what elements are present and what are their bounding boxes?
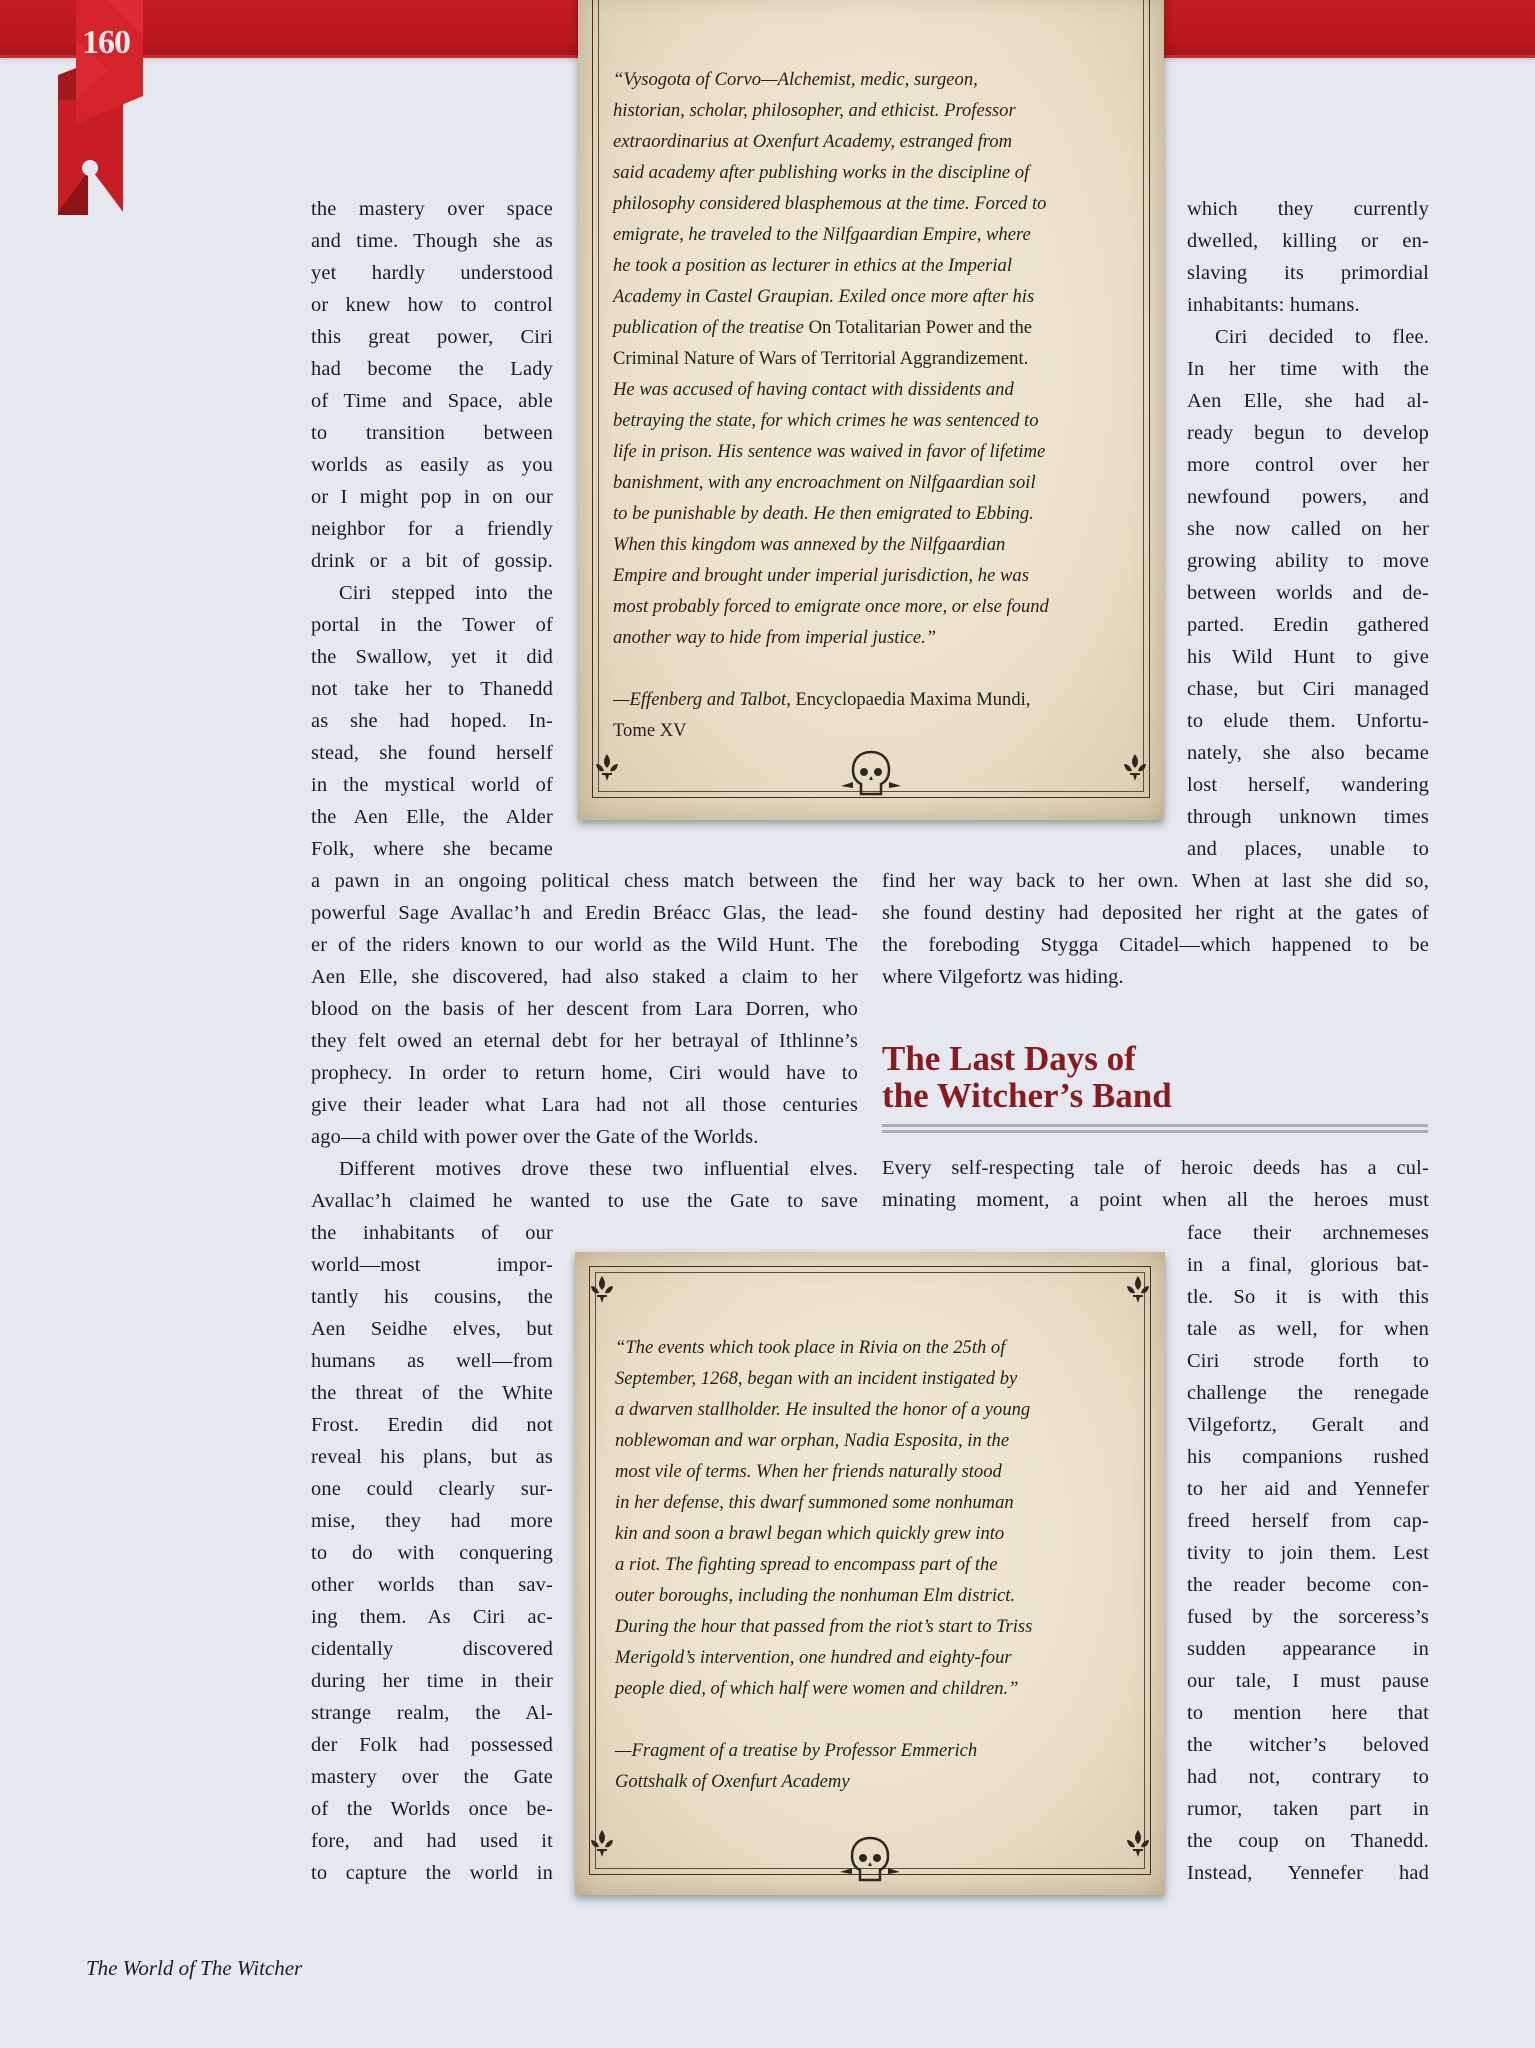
quote-attribution bbox=[613, 684, 1143, 715]
text-line: during her time in their bbox=[311, 1670, 553, 1692]
quote-line: When this kingdom was annexed by the Nilfgaardian bbox=[613, 534, 1006, 555]
text-line: our tale, I must pause bbox=[1187, 1670, 1429, 1692]
quote-line: Empire and brought under imperial jurisdiction, he was bbox=[613, 565, 1029, 586]
text-line: had become the Lady bbox=[311, 358, 553, 380]
section-heading bbox=[882, 1040, 1428, 1114]
quote-line: a dwarven stallholder. He insulted the honor of a young bbox=[615, 1399, 1031, 1420]
text-line: strange realm, the Al- bbox=[311, 1702, 553, 1724]
text-line: other worlds than sav- bbox=[311, 1574, 553, 1596]
quote-line: a riot. The fighting spread to encompass part of the bbox=[615, 1554, 998, 1575]
text-line: In her time with the bbox=[1187, 358, 1429, 380]
skull-icon bbox=[839, 746, 903, 804]
text-line: Different motives drove these two influential elves. bbox=[339, 1158, 858, 1180]
text-line: powerful Sage Avallac’h and Eredin Bréacc Glas, the lead- bbox=[311, 902, 858, 924]
text-line: chase, but Ciri managed bbox=[1187, 678, 1429, 700]
fleur-de-lis-icon bbox=[585, 1826, 619, 1860]
quote-text bbox=[613, 64, 1143, 746]
text-line: world—most impor- bbox=[311, 1254, 553, 1276]
text-line: Vilgefortz, Geralt and bbox=[1187, 1414, 1429, 1436]
text-line: fore, and had used it bbox=[311, 1830, 553, 1852]
right-column-middle bbox=[882, 865, 1429, 993]
quote-line: another way to hide from imperial justice.” bbox=[613, 627, 937, 648]
text-line: nately, she also became bbox=[1187, 742, 1429, 764]
text-line: blood on the basis of her descent from Lara Dorren, who bbox=[311, 998, 858, 1020]
text-line: Frost. Eredin did not bbox=[311, 1414, 553, 1436]
text-line: newfound powers, and bbox=[1187, 486, 1429, 508]
quote-line: betraying the state, for which crimes he was sentenced to bbox=[613, 410, 1039, 431]
text-line: in the mystical world of bbox=[311, 774, 553, 796]
quote-line: he took a position as lecturer in ethics at the Imperial bbox=[613, 255, 1013, 276]
quote-fragment: publication of the treatise bbox=[613, 317, 809, 338]
text-line: Ciri stepped into the bbox=[339, 582, 553, 604]
text-line: Aen Seidhe elves, but bbox=[311, 1318, 553, 1340]
quote-line: September, 1268, began with an incident instigated by bbox=[615, 1368, 1018, 1389]
text-line: Ciri decided to flee. bbox=[1215, 326, 1429, 348]
text-line: as she had hoped. In- bbox=[311, 710, 553, 732]
spacer bbox=[615, 1704, 1145, 1735]
text-line: minating moment, a point when all the heroes must bbox=[882, 1189, 1429, 1211]
text-line: Folk, where she became bbox=[311, 838, 553, 860]
text-line: and time. Though she as bbox=[311, 230, 553, 252]
text-line: the coup on Thanedd. bbox=[1187, 1830, 1429, 1852]
text-line: or knew how to control bbox=[311, 294, 553, 316]
text-line: his companions rushed bbox=[1187, 1446, 1429, 1468]
text-line: ing them. As Ciri ac- bbox=[311, 1606, 553, 1628]
text-line: the Swallow, yet it did bbox=[311, 646, 553, 668]
text-line: Aen Elle, she had al- bbox=[1187, 390, 1429, 412]
text-line: to do with conquering bbox=[311, 1542, 553, 1564]
text-line: to elude them. Unfortu- bbox=[1187, 710, 1429, 732]
text-line: der Folk had possessed bbox=[311, 1734, 553, 1756]
text-line: Instead, Yennefer had bbox=[1187, 1862, 1429, 1884]
quote-attribution: Gottshalk of Oxenfurt Academy bbox=[615, 1771, 850, 1792]
quote-line: said academy after publishing works in the discipline of bbox=[613, 162, 1030, 183]
text-line: or I might pop in on our bbox=[311, 486, 553, 508]
text-line: of Time and Space, able bbox=[311, 390, 553, 412]
heading-divider bbox=[882, 1124, 1428, 1127]
quote-line: extraordinarius at Oxenfurt Academy, estranged from bbox=[613, 131, 1013, 152]
text-line: tivity to join them. Lest bbox=[1187, 1542, 1429, 1564]
text-line: reveal his plans, but as bbox=[311, 1446, 553, 1468]
quote-line: Academy in Castel Graupian. Exiled once more after his bbox=[613, 286, 1035, 307]
text-line: more control over her bbox=[1187, 454, 1429, 476]
right-column-intro bbox=[882, 1152, 1429, 1216]
text-line: portal in the Tower of bbox=[311, 614, 553, 636]
text-line: his Wild Hunt to give bbox=[1187, 646, 1429, 668]
quote-line bbox=[613, 312, 1143, 343]
text-line: the inhabitants of our bbox=[311, 1222, 553, 1244]
section-heading-line: The Last Days of bbox=[882, 1039, 1136, 1078]
skull-icon bbox=[838, 1832, 902, 1890]
text-line: ago—a child with power over the Gate of the Worlds. bbox=[311, 1126, 759, 1148]
text-line: tle. So it is with this bbox=[1187, 1286, 1429, 1308]
quote-line: noblewoman and war orphan, Nadia Esposita, in the bbox=[615, 1430, 1010, 1451]
text-line: to transition between bbox=[311, 422, 553, 444]
text-line: yet hardly understood bbox=[311, 262, 553, 284]
attribution-source: Encyclopaedia Maxima Mundi, bbox=[795, 689, 1031, 710]
quote-line: “Vysogota of Corvo—Alchemist, medic, surgeon, bbox=[613, 69, 978, 90]
text-line: had not, contrary to bbox=[1187, 1766, 1429, 1788]
quote-box-vysogota bbox=[578, 0, 1164, 820]
text-line: Aen Elle, she discovered, had also staked a claim to her bbox=[311, 966, 858, 988]
treatise-title: On Totalitarian Power and the bbox=[808, 317, 1033, 338]
quote-line: most vile of terms. When her friends naturally stood bbox=[615, 1461, 1002, 1482]
section-heading-line: the Witcher’s Band bbox=[882, 1076, 1172, 1115]
running-footer: The World of The Witcher bbox=[86, 1956, 303, 1980]
left-column-top bbox=[311, 193, 553, 865]
text-line: through unknown times bbox=[1187, 806, 1429, 828]
text-line: humans as well—from bbox=[311, 1350, 553, 1372]
text-line: dwelled, killing or en- bbox=[1187, 230, 1429, 252]
text-line: stead, she found herself bbox=[311, 742, 553, 764]
treatise-title: Criminal Nature of Wars of Territorial Aggrandizement. bbox=[613, 348, 1029, 369]
left-column-middle bbox=[311, 865, 858, 1217]
text-line: the threat of the White bbox=[311, 1382, 553, 1404]
text-line: of the Worlds once be- bbox=[311, 1798, 553, 1820]
fleur-de-lis-icon bbox=[1121, 1826, 1155, 1860]
right-column-top bbox=[1187, 193, 1429, 865]
text-line: freed herself from cap- bbox=[1187, 1510, 1429, 1532]
text-line: lost herself, wandering bbox=[1187, 774, 1429, 796]
page-number: 160 bbox=[82, 24, 130, 61]
text-line: mastery over the Gate bbox=[311, 1766, 553, 1788]
quote-line: emigrate, he traveled to the Nilfgaardian Empire, where bbox=[613, 224, 1031, 245]
spacer bbox=[613, 653, 1143, 684]
text-line: face their archnemeses bbox=[1187, 1222, 1429, 1244]
text-line: prophecy. In order to return home, Ciri would have to bbox=[311, 1062, 858, 1084]
quote-attribution: —Fragment of a treatise by Professor Emmerich bbox=[615, 1740, 978, 1761]
text-line: the foreboding Stygga Citadel—which happened to be bbox=[882, 934, 1429, 956]
quote-text bbox=[615, 1332, 1145, 1797]
text-line: the witcher’s beloved bbox=[1187, 1734, 1429, 1756]
quote-line: outer boroughs, including the nonhuman Elm district. bbox=[615, 1585, 1016, 1606]
text-line: not take her to Thanedd bbox=[311, 678, 553, 700]
text-line: mise, they had more bbox=[311, 1510, 553, 1532]
quote-line: “The events which took place in Rivia on the 25th of bbox=[615, 1337, 1006, 1358]
attribution-source: Tome XV bbox=[613, 720, 687, 741]
text-line: inhabitants: humans. bbox=[1187, 294, 1360, 316]
text-line: to capture the world in bbox=[311, 1862, 553, 1884]
quote-line: people died, of which half were women and children.” bbox=[615, 1678, 1019, 1699]
text-line: drink or a bit of gossip. bbox=[311, 550, 553, 572]
text-line: fused by the sorceress’s bbox=[1187, 1606, 1429, 1628]
quote-line: to be punishable by death. He then emigrated to Ebbing. bbox=[613, 503, 1034, 524]
text-line: neighbor for a friendly bbox=[311, 518, 553, 540]
text-line: the reader become con- bbox=[1187, 1574, 1429, 1596]
text-line: the Aen Elle, the Alder bbox=[311, 806, 553, 828]
quote-line: kin and soon a brawl began which quickly grew into bbox=[615, 1523, 1005, 1544]
heading-divider bbox=[882, 1130, 1428, 1133]
quote-line: in her defense, this dwarf summoned some nonhuman bbox=[615, 1492, 1014, 1513]
text-line: slaving its primordial bbox=[1187, 262, 1429, 284]
text-line: find her way back to her own. When at last she did so, bbox=[882, 870, 1429, 892]
quote-line: During the hour that passed from the riot’s start to Triss bbox=[615, 1616, 1033, 1637]
text-line: a pawn in an ongoing political chess match between the bbox=[311, 870, 858, 892]
text-line: and places, unable to bbox=[1187, 838, 1429, 860]
quote-box-rivia bbox=[575, 1252, 1165, 1895]
quote-line: He was accused of having contact with dissidents and bbox=[613, 379, 1014, 400]
text-line: tale as well, for when bbox=[1187, 1318, 1429, 1340]
text-line: Avallac’h claimed he wanted to use the Gate to save bbox=[311, 1190, 858, 1212]
text-line: er of the riders known to our world as the Wild Hunt. The bbox=[311, 934, 858, 956]
text-line: ready begun to develop bbox=[1187, 422, 1429, 444]
text-line: she found destiny had deposited her right at the gates of bbox=[882, 902, 1429, 924]
text-line: they felt owed an eternal debt for her betrayal of Ithlinne’s bbox=[311, 1030, 858, 1052]
quote-line: Merigold’s intervention, one hundred and eighty-four bbox=[615, 1647, 1012, 1668]
text-line: she now called on her bbox=[1187, 518, 1429, 540]
text-line: parted. Eredin gathered bbox=[1187, 614, 1429, 636]
text-line: rumor, taken part in bbox=[1187, 1798, 1429, 1820]
fleur-de-lis-icon bbox=[585, 1272, 619, 1306]
quote-line: most probably forced to emigrate once more, or else found bbox=[613, 596, 1049, 617]
quote-line: philosophy considered blasphemous at the time. Forced to bbox=[613, 193, 1047, 214]
right-column-bottom bbox=[1187, 1217, 1429, 1889]
quote-line: life in prison. His sentence was waived in favor of lifetime bbox=[613, 441, 1046, 462]
quote-line: historian, scholar, philosopher, and ethicist. Professor bbox=[613, 100, 1016, 121]
text-line: Ciri strode forth to bbox=[1187, 1350, 1429, 1372]
text-line: where Vilgefortz was hiding. bbox=[882, 966, 1124, 988]
text-line: the mastery over space bbox=[311, 198, 553, 220]
text-line: in a final, glorious bat- bbox=[1187, 1254, 1429, 1276]
text-line: to mention here that bbox=[1187, 1702, 1429, 1724]
fleur-de-lis-icon bbox=[1118, 750, 1152, 784]
text-line: growing ability to move bbox=[1187, 550, 1429, 572]
fleur-de-lis-icon bbox=[590, 750, 624, 784]
text-line: which they currently bbox=[1187, 198, 1429, 220]
fleur-de-lis-icon bbox=[1121, 1272, 1155, 1306]
quote-line: banishment, with any encroachment on Nilfgaardian soil bbox=[613, 472, 1036, 493]
text-line: sudden appearance in bbox=[1187, 1638, 1429, 1660]
text-line: between worlds and de- bbox=[1187, 582, 1429, 604]
text-line: tantly his cousins, the bbox=[311, 1286, 553, 1308]
left-column-bottom bbox=[311, 1217, 553, 1889]
text-line: cidentally discovered bbox=[311, 1638, 553, 1660]
attribution-authors: —Effenberg and Talbot, bbox=[613, 689, 796, 710]
text-line: challenge the renegade bbox=[1187, 1382, 1429, 1404]
text-line: Every self-respecting tale of heroic deeds has a cul- bbox=[882, 1157, 1429, 1179]
text-line: to her aid and Yennefer bbox=[1187, 1478, 1429, 1500]
text-line: one could clearly sur- bbox=[311, 1478, 553, 1500]
text-line: give their leader what Lara had not all those centuries bbox=[311, 1094, 858, 1116]
text-line: worlds as easily as you bbox=[311, 454, 553, 476]
text-line: this great power, Ciri bbox=[311, 326, 553, 348]
